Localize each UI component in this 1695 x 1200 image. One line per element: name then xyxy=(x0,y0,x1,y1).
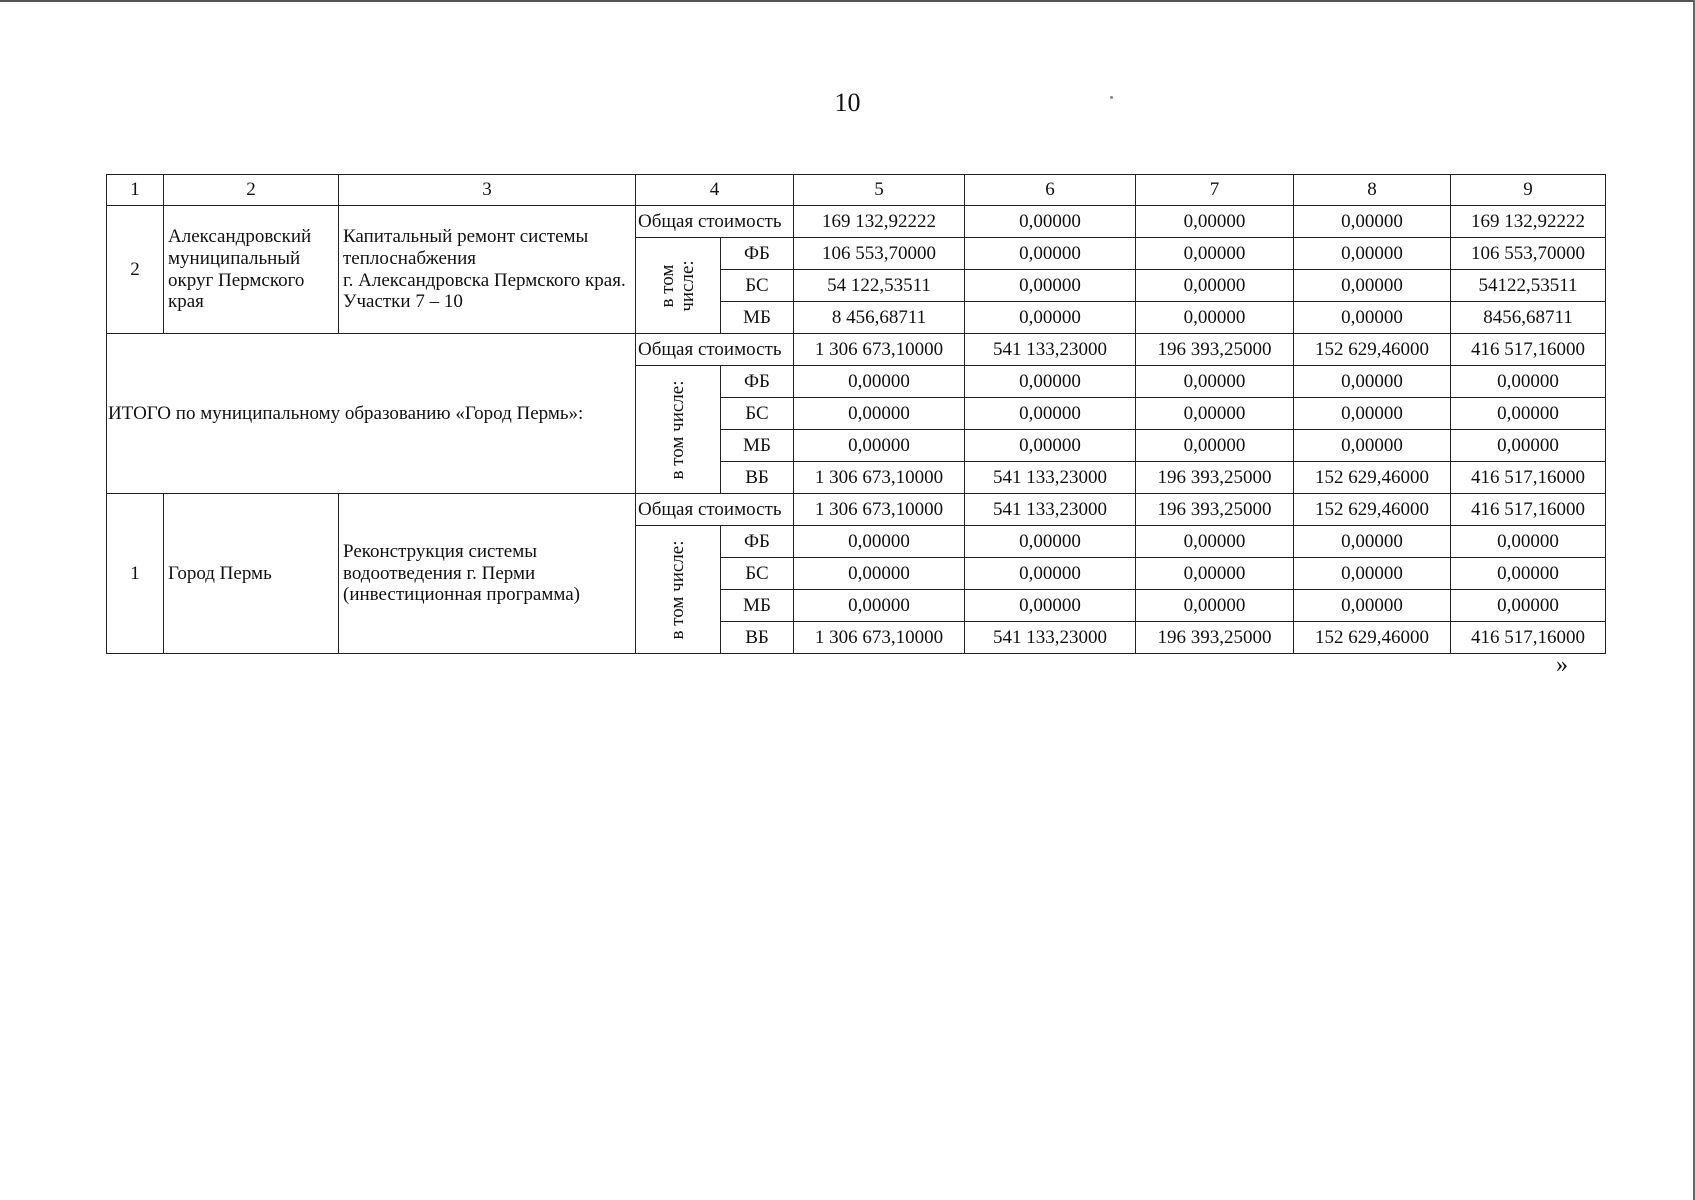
table-row xyxy=(107,334,1606,366)
fund-code: МБ xyxy=(721,590,794,622)
value-cell: 0,00000 xyxy=(965,558,1136,590)
including-label-cell xyxy=(636,238,721,334)
value-cell: 0,00000 xyxy=(794,430,965,462)
total-cost-label: Общая стоимость xyxy=(636,334,794,366)
value-cell: 0,00000 xyxy=(965,238,1136,270)
value-cell: 0,00000 xyxy=(965,590,1136,622)
table-row xyxy=(107,206,1606,238)
value-cell: 416 517,16000 xyxy=(1451,334,1606,366)
including-label: в том числе: xyxy=(667,379,689,480)
including-label: в том числе: xyxy=(667,539,689,640)
value-cell: 0,00000 xyxy=(965,526,1136,558)
value-cell: 541 133,23000 xyxy=(965,462,1136,494)
value-cell: 106 553,70000 xyxy=(794,238,965,270)
value-cell: 0,00000 xyxy=(1294,206,1451,238)
including-label-cell xyxy=(636,366,721,494)
value-cell: 0,00000 xyxy=(1294,590,1451,622)
value-cell: 106 553,70000 xyxy=(1451,238,1606,270)
column-header: 9 xyxy=(1451,175,1606,206)
value-cell: 0,00000 xyxy=(965,398,1136,430)
value-cell: 54122,53511 xyxy=(1451,270,1606,302)
value-cell: 541 133,23000 xyxy=(965,494,1136,526)
value-cell: 0,00000 xyxy=(1294,270,1451,302)
value-cell: 0,00000 xyxy=(1136,526,1294,558)
value-cell: 0,00000 xyxy=(1136,590,1294,622)
value-cell: 0,00000 xyxy=(965,430,1136,462)
value-cell: 1 306 673,10000 xyxy=(794,622,965,654)
value-cell: 0,00000 xyxy=(965,302,1136,334)
column-number-row xyxy=(107,175,1606,206)
value-cell: 0,00000 xyxy=(1294,526,1451,558)
value-cell: 8 456,68711 xyxy=(794,302,965,334)
value-cell: 0,00000 xyxy=(1294,558,1451,590)
value-cell: 0,00000 xyxy=(1136,430,1294,462)
value-cell: 0,00000 xyxy=(1451,398,1606,430)
value-cell: 54 122,53511 xyxy=(794,270,965,302)
value-cell: 152 629,46000 xyxy=(1294,494,1451,526)
column-header: 2 xyxy=(164,175,339,206)
fund-code: БС xyxy=(721,270,794,302)
value-cell: 1 306 673,10000 xyxy=(794,462,965,494)
value-cell: 541 133,23000 xyxy=(965,334,1136,366)
column-header: 1 xyxy=(107,175,164,206)
page-number: 10 xyxy=(834,88,861,117)
value-cell: 541 133,23000 xyxy=(965,622,1136,654)
value-cell: 0,00000 xyxy=(794,526,965,558)
column-header: 8 xyxy=(1294,175,1451,206)
value-cell: 196 393,25000 xyxy=(1136,494,1294,526)
value-cell: 0,00000 xyxy=(1136,558,1294,590)
total-cost-label: Общая стоимость xyxy=(636,206,794,238)
fund-code: МБ xyxy=(721,430,794,462)
value-cell: 416 517,16000 xyxy=(1451,622,1606,654)
object-cell: Капитальный ремонт системы теплоснабжения г. Александровска Пермского края. Участки 7 – 10 xyxy=(339,206,636,334)
fund-code: ВБ xyxy=(721,462,794,494)
value-cell: 0,00000 xyxy=(1451,526,1606,558)
value-cell: 0,00000 xyxy=(965,366,1136,398)
total-cost-label: Общая стоимость xyxy=(636,494,794,526)
value-cell: 0,00000 xyxy=(1294,366,1451,398)
column-header: 3 xyxy=(339,175,636,206)
value-cell: 0,00000 xyxy=(1136,270,1294,302)
row-index: 2 xyxy=(107,206,164,334)
column-header: 5 xyxy=(794,175,965,206)
value-cell: 0,00000 xyxy=(794,590,965,622)
value-cell: 0,00000 xyxy=(794,558,965,590)
value-cell: 169 132,92222 xyxy=(1451,206,1606,238)
column-header: 7 xyxy=(1136,175,1294,206)
value-cell: 0,00000 xyxy=(1294,398,1451,430)
value-cell: 0,00000 xyxy=(1294,238,1451,270)
column-header: 4 xyxy=(636,175,794,206)
value-cell: 0,00000 xyxy=(1136,302,1294,334)
fund-code: ФБ xyxy=(721,366,794,398)
value-cell: 0,00000 xyxy=(1136,206,1294,238)
fund-code: МБ xyxy=(721,302,794,334)
value-cell: 152 629,46000 xyxy=(1294,622,1451,654)
value-cell: 0,00000 xyxy=(965,206,1136,238)
table-row xyxy=(107,494,1606,526)
fund-code: ВБ xyxy=(721,622,794,654)
value-cell: 196 393,25000 xyxy=(1136,622,1294,654)
value-cell: 0,00000 xyxy=(794,398,965,430)
value-cell: 196 393,25000 xyxy=(1136,334,1294,366)
page-top-edge xyxy=(0,0,1695,2)
value-cell: 152 629,46000 xyxy=(1294,462,1451,494)
value-cell: 416 517,16000 xyxy=(1451,494,1606,526)
value-cell: 416 517,16000 xyxy=(1451,462,1606,494)
value-cell: 0,00000 xyxy=(1294,430,1451,462)
value-cell: 8456,68711 xyxy=(1451,302,1606,334)
including-label-cell xyxy=(636,526,721,654)
fund-code: ФБ xyxy=(721,526,794,558)
value-cell: 152 629,46000 xyxy=(1294,334,1451,366)
value-cell: 0,00000 xyxy=(794,366,965,398)
summary-label: ИТОГО по муниципальному образованию «Город Пермь»: xyxy=(107,334,636,494)
value-cell: 1 306 673,10000 xyxy=(794,334,965,366)
value-cell: 0,00000 xyxy=(1451,366,1606,398)
fund-code: ФБ xyxy=(721,238,794,270)
value-cell: 0,00000 xyxy=(1136,398,1294,430)
value-cell: 0,00000 xyxy=(1451,558,1606,590)
value-cell: 0,00000 xyxy=(1136,238,1294,270)
including-label: в том числе: xyxy=(657,259,698,312)
value-cell: 1 306 673,10000 xyxy=(794,494,965,526)
value-cell: 0,00000 xyxy=(1294,302,1451,334)
column-header: 6 xyxy=(965,175,1136,206)
value-cell: 0,00000 xyxy=(1451,430,1606,462)
fund-code: БС xyxy=(721,398,794,430)
value-cell: 0,00000 xyxy=(1451,590,1606,622)
budget-table xyxy=(106,174,1606,654)
value-cell: 169 132,92222 xyxy=(794,206,965,238)
value-cell: 196 393,25000 xyxy=(1136,462,1294,494)
municipality-cell: Город Пермь xyxy=(164,494,339,654)
value-cell: 0,00000 xyxy=(965,270,1136,302)
value-cell: 0,00000 xyxy=(1136,366,1294,398)
object-cell: Реконструкция системы водоотведения г. Перми (инвестиционная программа) xyxy=(339,494,636,654)
municipality-cell: Александровский муниципальный округ Пермского края xyxy=(164,206,339,334)
row-index: 1 xyxy=(107,494,164,654)
fund-code: БС xyxy=(721,558,794,590)
closing-quote: » xyxy=(1556,652,1568,678)
